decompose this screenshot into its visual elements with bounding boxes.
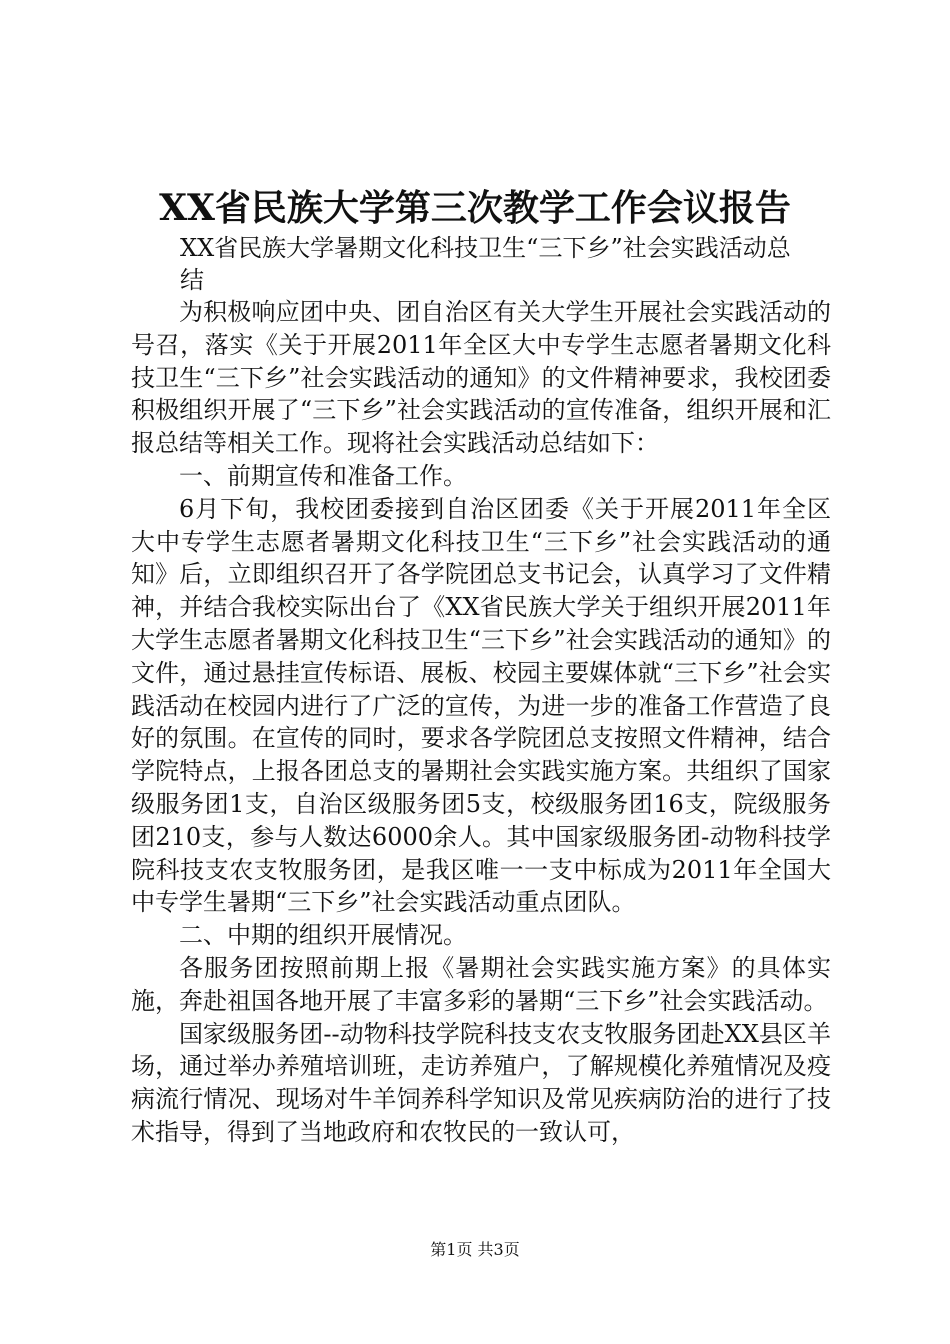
paragraph-preparation: 6月下旬，我校团委接到自治区团委《关于开展2011年全区大中专学生志愿者暑期文化科技卫生“三下乡”社会实践活动的通知》后，立即组织召开了各学院团总支书记会，认真学习了文件精神，并结合我校实际出台了《XX省民族大学关于组织开展2011年大学生志愿者暑期文化科技卫生“三下乡”社会实践活动的通知》的文件，通过悬挂宣传标语、展板、校园主要媒体就“三下乡”社会实践活动在校园内进行了广泛的宣传，为进一步的准备工作营造了良好的氛围。在宣传的同时，要求各学院团总支按照文件精神，结合学院特点，上报各团总支的暑期社会实践实施方案。共组织了国家级服务团1支，自治区级服务团5支，校级服务团16支，院级服务团210支，参与人数达6000余人。其中国家级服务团-动物科技学院科技支农支牧服务团，是我区唯一一支中标成为2011年全国大中专学生暑期“三下乡”社会实践活动重点团队。 xyxy=(131,494,831,917)
section-heading-2: 二、中期的组织开展情况。 xyxy=(179,921,467,950)
paragraph-national-team: 国家级服务团--动物科技学院科技支农支牧服务团赴XX县区羊场，通过举办养殖培训班，走访养殖户，了解规模化养殖情况及疫病流行情况、现场对牛羊饲养科学知识及常见疾病防治的进行了技术指导，得到了当地政府和农牧民的一致认可， xyxy=(131,1019,831,1146)
document-title: XX省民族大学第三次教学工作会议报告 xyxy=(159,187,791,229)
page-number-footer: 第1页 共3页 xyxy=(430,1240,520,1259)
document-body xyxy=(131,296,831,1149)
paragraph-intro: 为积极响应团中央、团自治区有关大学生开展社会实践活动的号召，落实《关于开展2011年全区大中专学生志愿者暑期文化科技卫生“三下乡”社会实践活动的通知》的文件精神要求，我校团委积极组织开展了“三下乡”社会实践活动的宣传准备，组织开展和汇报总结等相关工作。现将社会实践活动总结如下： xyxy=(131,298,831,458)
paragraph-implementation: 各服务团按照前期上报《暑期社会实践实施方案》的具体实施，奔赴祖国各地开展了丰富多彩的暑期“三下乡”社会实践活动。 xyxy=(131,953,831,1015)
section-heading-1: 一、前期宣传和准备工作。 xyxy=(179,461,467,490)
document-subtitle: XX省民族大学暑期文化科技卫生“三下乡”社会实践活动总结 xyxy=(180,234,791,294)
